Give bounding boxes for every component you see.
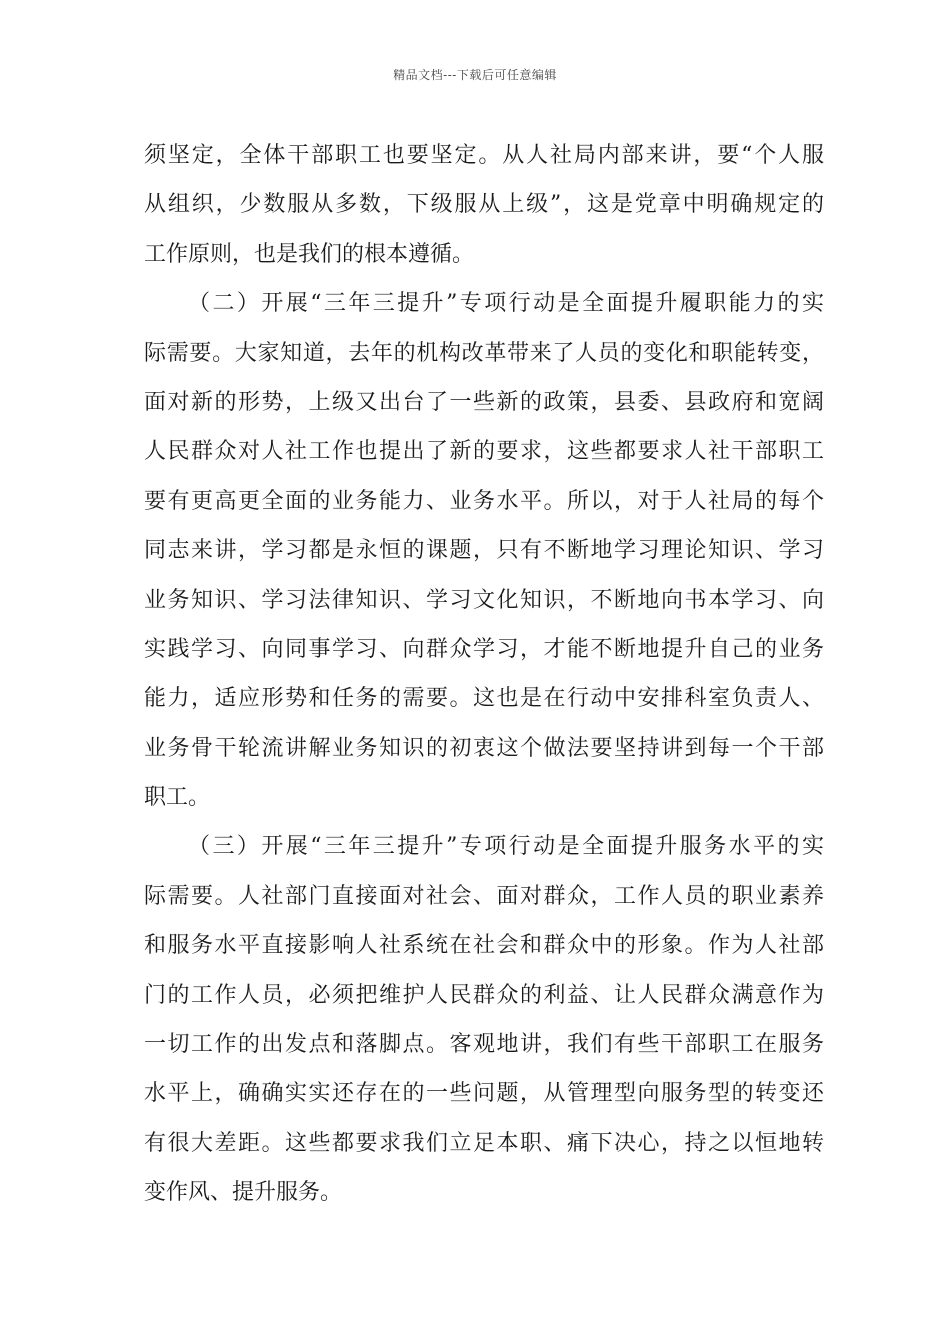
text-line: 际需要。人社部门直接面对社会、面对群众，工作人员的职业素养	[144, 883, 824, 909]
text-line: 要有更高更全面的业务能力、业务水平。所以，对于人社局的每个	[144, 488, 824, 514]
text-line: 从组织，少数服从多数，下级服从上级”，这是党章中明确规定的	[144, 192, 824, 218]
text-line: 业务骨干轮流讲解业务知识的初衷这个做法要坚持讲到每一个干部	[144, 735, 824, 761]
text-line: 际需要。大家知道，去年的机构改革带来了人员的变化和职能转变，	[144, 340, 824, 366]
text-line: 门的工作人员，必须把维护人民群众的利益、让人民群众满意作为	[144, 982, 824, 1008]
text-line: 人民群众对人社工作也提出了新的要求，这些都要求人社干部职工	[144, 439, 824, 465]
text-line: 有很大差距。这些都要求我们立足本职、痛下决心，持之以恒地转	[144, 1130, 824, 1156]
text-line: 职工。	[144, 785, 211, 811]
text-line: 实践学习、向同事学习、向群众学习，才能不断地提升自己的业务	[144, 636, 824, 662]
text-line: 面对新的形势，上级又出台了一些新的政策，县委、县政府和宽阔	[144, 389, 824, 415]
text-line: （二）开展“三年三提升”专项行动是全面提升履职能力的实	[188, 291, 824, 317]
text-line: 业务知识、学习法律知识、学习文化知识，不断地向书本学习、向	[144, 587, 824, 613]
text-line: 须坚定，全体干部职工也要坚定。从人社局内部来讲，要“个人服	[144, 143, 824, 168]
text-line: 能力，适应形势和任务的需要。这也是在行动中安排科室负责人、	[144, 686, 824, 712]
text-line: 一切工作的出发点和落脚点。客观地讲，我们有些干部职工在服务	[144, 1032, 824, 1058]
page-header: 精品文档---下载后可任意编辑	[393, 68, 557, 82]
text-line: 变作风、提升服务。	[144, 1180, 343, 1206]
text-line: （三）开展“三年三提升”专项行动是全面提升服务水平的实	[188, 834, 824, 860]
text-line: 水平上，确确实实还存在的一些问题，从管理型向服务型的转变还	[144, 1081, 824, 1107]
document-body	[144, 131, 824, 1218]
text-line: 工作原则，也是我们的根本遵循。	[144, 241, 475, 267]
text-line: 同志来讲，学习都是永恒的课题，只有不断地学习理论知识、学习	[144, 538, 824, 564]
text-line: 和服务水平直接影响人社系统在社会和群众中的形象。作为人社部	[144, 933, 824, 959]
